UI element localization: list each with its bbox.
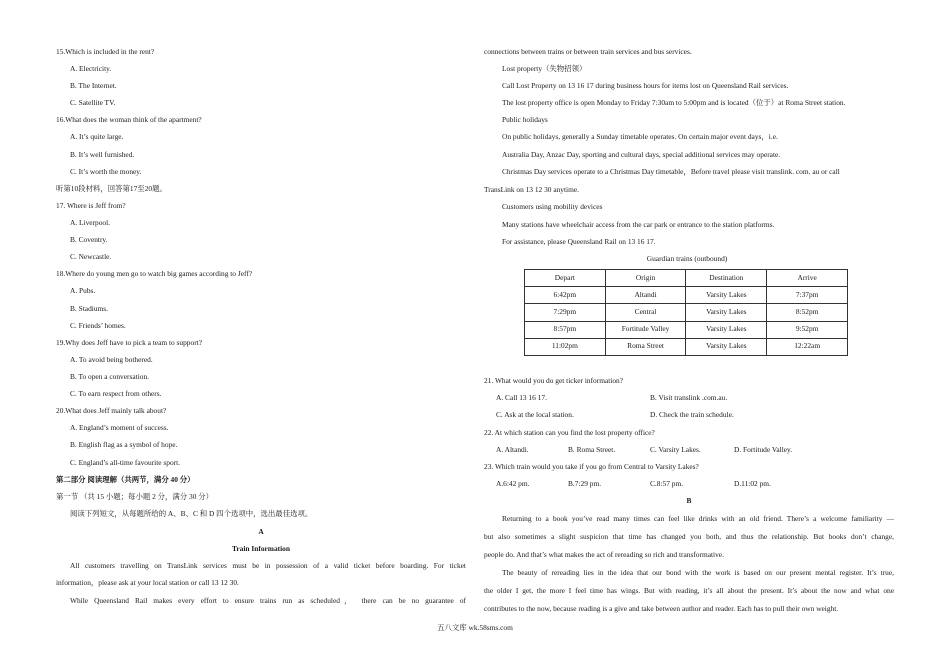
q22-option-c: C. Varsity Lakes. bbox=[650, 445, 701, 454]
question-line: 16.What does the woman think of the apartment? bbox=[56, 115, 202, 124]
q21-option-d: D. Check the train schedule. bbox=[650, 410, 734, 419]
answer-option: B. It’s well furnished. bbox=[70, 150, 135, 159]
answer-option: A. It’s quite large. bbox=[70, 132, 124, 141]
table-cell: Altandi bbox=[605, 287, 686, 304]
answer-option: C. Satellite TV. bbox=[70, 98, 116, 107]
table-row bbox=[525, 321, 848, 338]
question-line: 19.Why does Jeff have to pick a team to support? bbox=[56, 338, 202, 347]
table-header-cell: Destination bbox=[686, 270, 767, 287]
answer-option: A. Electricity. bbox=[70, 64, 112, 73]
passage-b-line6: contributes to the now, because reading is a give and take between author and reader. Each has to pull their own weight. bbox=[484, 604, 839, 613]
table-cell: Varsity Lakes bbox=[686, 321, 767, 338]
question-line: 20.What does Jeff mainly talk about? bbox=[56, 406, 167, 415]
lost-property-line2: The lost property office is open Monday to Friday 7:30am to 5:00pm and is located（位于）at Roma Street station. bbox=[502, 98, 846, 107]
question-21: 21. What would you do get ticker information? bbox=[484, 376, 624, 385]
passage-a-title: Train Information bbox=[232, 544, 290, 553]
table-cell: 11:02pm bbox=[525, 338, 606, 355]
public-holidays-line2: Australia Day, Anzac Day, sporting and cultural days, special additional services may operate. bbox=[502, 150, 781, 159]
passage-b-line4: The beauty of rereading lies in the idea that our bond with the work is based on our present mental register. It’s true, bbox=[502, 568, 894, 577]
question-line: 听第10段材料，回答第17至20题。 bbox=[56, 184, 167, 193]
q21-option-b: B. Visit translink .com.au. bbox=[650, 393, 728, 402]
table-cell: Roma Street bbox=[605, 338, 686, 355]
table-cell: Varsity Lakes bbox=[686, 338, 767, 355]
answer-option: A. England’s moment of success. bbox=[70, 423, 169, 432]
table-cell: 6:42pm bbox=[525, 287, 606, 304]
q21-option-c: C. Ask at the local station. bbox=[496, 410, 574, 419]
q22-option-d: D. Fortitude Valley. bbox=[734, 445, 793, 454]
answer-option: C. Friends’ homes. bbox=[70, 321, 126, 330]
train-timetable bbox=[524, 269, 848, 356]
passage-a-letter: A bbox=[258, 527, 264, 536]
table-cell: Varsity Lakes bbox=[686, 287, 767, 304]
passage-b-letter: B bbox=[686, 496, 692, 505]
answer-option: A. Liverpool. bbox=[70, 218, 111, 227]
q21-option-a: A. Call 13 16 17. bbox=[496, 393, 547, 402]
answer-option: A. Pubs. bbox=[70, 286, 96, 295]
table-cell: Fortitude Valley bbox=[605, 321, 686, 338]
mobility-heading: Customers using mobility devices bbox=[502, 202, 603, 211]
public-holidays-line3: Christmas Day services operate to a Christmas Day timetable，Before travel please visit translink. com. au or call bbox=[502, 167, 840, 176]
public-holidays-line4: TransLink on 13 12 30 anytime. bbox=[484, 185, 579, 194]
table-cell: Varsity Lakes bbox=[686, 304, 767, 321]
table-cell: 12:22am bbox=[767, 338, 848, 355]
table-cell: 8:57pm bbox=[525, 321, 606, 338]
answer-option: B. English flag as a symbol of hope. bbox=[70, 440, 178, 449]
section-one-heading: 第一节 （共 15 小题；每小题 2 分，满分 30 分） bbox=[56, 492, 214, 501]
answer-option: A. To avoid being bothered. bbox=[70, 355, 153, 364]
table-cell: 7:29pm bbox=[525, 304, 606, 321]
table-row bbox=[525, 287, 848, 304]
answer-option: B. To open a conversation. bbox=[70, 372, 149, 381]
mobility-line2: For assistance, please Queensland Rail on 13 16 17. bbox=[502, 237, 656, 246]
question-line: 17. Where is Jeff from? bbox=[56, 201, 126, 210]
answer-option: C. England’s all-time favourite sport. bbox=[70, 458, 181, 467]
table-header-cell: Arrive bbox=[767, 270, 848, 287]
table-title: Guardian trains (outbound) bbox=[646, 254, 728, 263]
q22-option-b: B. Roma Street. bbox=[568, 445, 616, 454]
table-cell: Central bbox=[605, 304, 686, 321]
passage-b-line5: the older I get, the more I feel time has wings. But with reading, it’s all about the present. It’s about the now and what one bbox=[484, 586, 894, 595]
part-two-heading: 第二部分 阅读理解（共两节，满分 40 分） bbox=[56, 475, 195, 484]
passage-a-para1-line1: All customers travelling on TransLink services must be in possession of a valid ticket before boarding. For ticket bbox=[70, 561, 466, 570]
table-header-row bbox=[525, 270, 848, 287]
lost-property-heading: Lost property（失物招领） bbox=[502, 64, 587, 73]
page-footer: 五八文库 wk.58sms.com bbox=[437, 623, 513, 632]
mobility-line1: Many stations have wheelchair access from the car park or entrance to the station platforms. bbox=[502, 220, 775, 229]
question-22: 22. At which station can you find the lost property office? bbox=[484, 428, 655, 437]
answer-option: B. Stadiums. bbox=[70, 304, 108, 313]
q22-option-a: A. Altandi. bbox=[496, 445, 529, 454]
table-row bbox=[525, 304, 848, 321]
question-line: 15.Which is included in the rent? bbox=[56, 47, 155, 56]
answer-option: C. It’s worth the money. bbox=[70, 167, 142, 176]
table-header-cell: Origin bbox=[605, 270, 686, 287]
lost-property-line1: Call Lost Property on 13 16 17 during business hours for items lost on Queensland Rail services. bbox=[502, 81, 789, 90]
passage-b-line1: Returning to a book you’ve read many times can feel like drinks with an old friend. There’s a welcome familiarity — bbox=[502, 514, 894, 523]
answer-option: C. To earn respect from others. bbox=[70, 389, 162, 398]
q23-option-b: B.7:29 pm. bbox=[568, 479, 602, 488]
public-holidays-line1: On public holidays, generally a Sunday timetable operates. On certain major event days，i.e. bbox=[502, 132, 778, 141]
q23-option-c: C.8:57 pm. bbox=[650, 479, 684, 488]
table-cell: 9:52pm bbox=[767, 321, 848, 338]
reading-instructions: 阅读下列短文，从每题所给的 A、B、C 和 D 四个选项中，选出最佳选项。 bbox=[70, 509, 313, 518]
passage-a-para1-line2: information，please ask at your local station or call 13 12 30. bbox=[56, 578, 239, 587]
table-header-cell: Depart bbox=[525, 270, 606, 287]
q23-option-d: D.11:02 pm. bbox=[734, 479, 771, 488]
table-cell: 8:52pm bbox=[767, 304, 848, 321]
table-cell: 7:37pm bbox=[767, 287, 848, 304]
question-line: 18.Where do young men go to watch big games according to Jeff? bbox=[56, 269, 253, 278]
public-holidays-heading: Public holidays bbox=[502, 115, 548, 124]
q23-option-a: A.6:42 pm. bbox=[496, 479, 530, 488]
answer-option: B. Coventry. bbox=[70, 235, 108, 244]
passage-a-para2-line1: While Queensland Rail makes every effort to ensure trains run as scheduled， there can be no guarantee of bbox=[70, 596, 466, 605]
answer-option: C. Newcastle. bbox=[70, 252, 112, 261]
question-23: 23. Which train would you take if you go from Central to Varsity Lakes? bbox=[484, 462, 699, 471]
passage-b-line2: but also sometimes a slight suspicion that time has changed you both, and thus the relationship. But books don’t change, bbox=[484, 532, 894, 541]
passage-b-line3: people do. And that’s what makes the act of rereading so rich and transformative. bbox=[484, 550, 724, 559]
answer-option: B. The Internet. bbox=[70, 81, 117, 90]
table-row bbox=[525, 338, 848, 355]
connections-line: connections between trains or between train services and bus services. bbox=[484, 47, 692, 56]
